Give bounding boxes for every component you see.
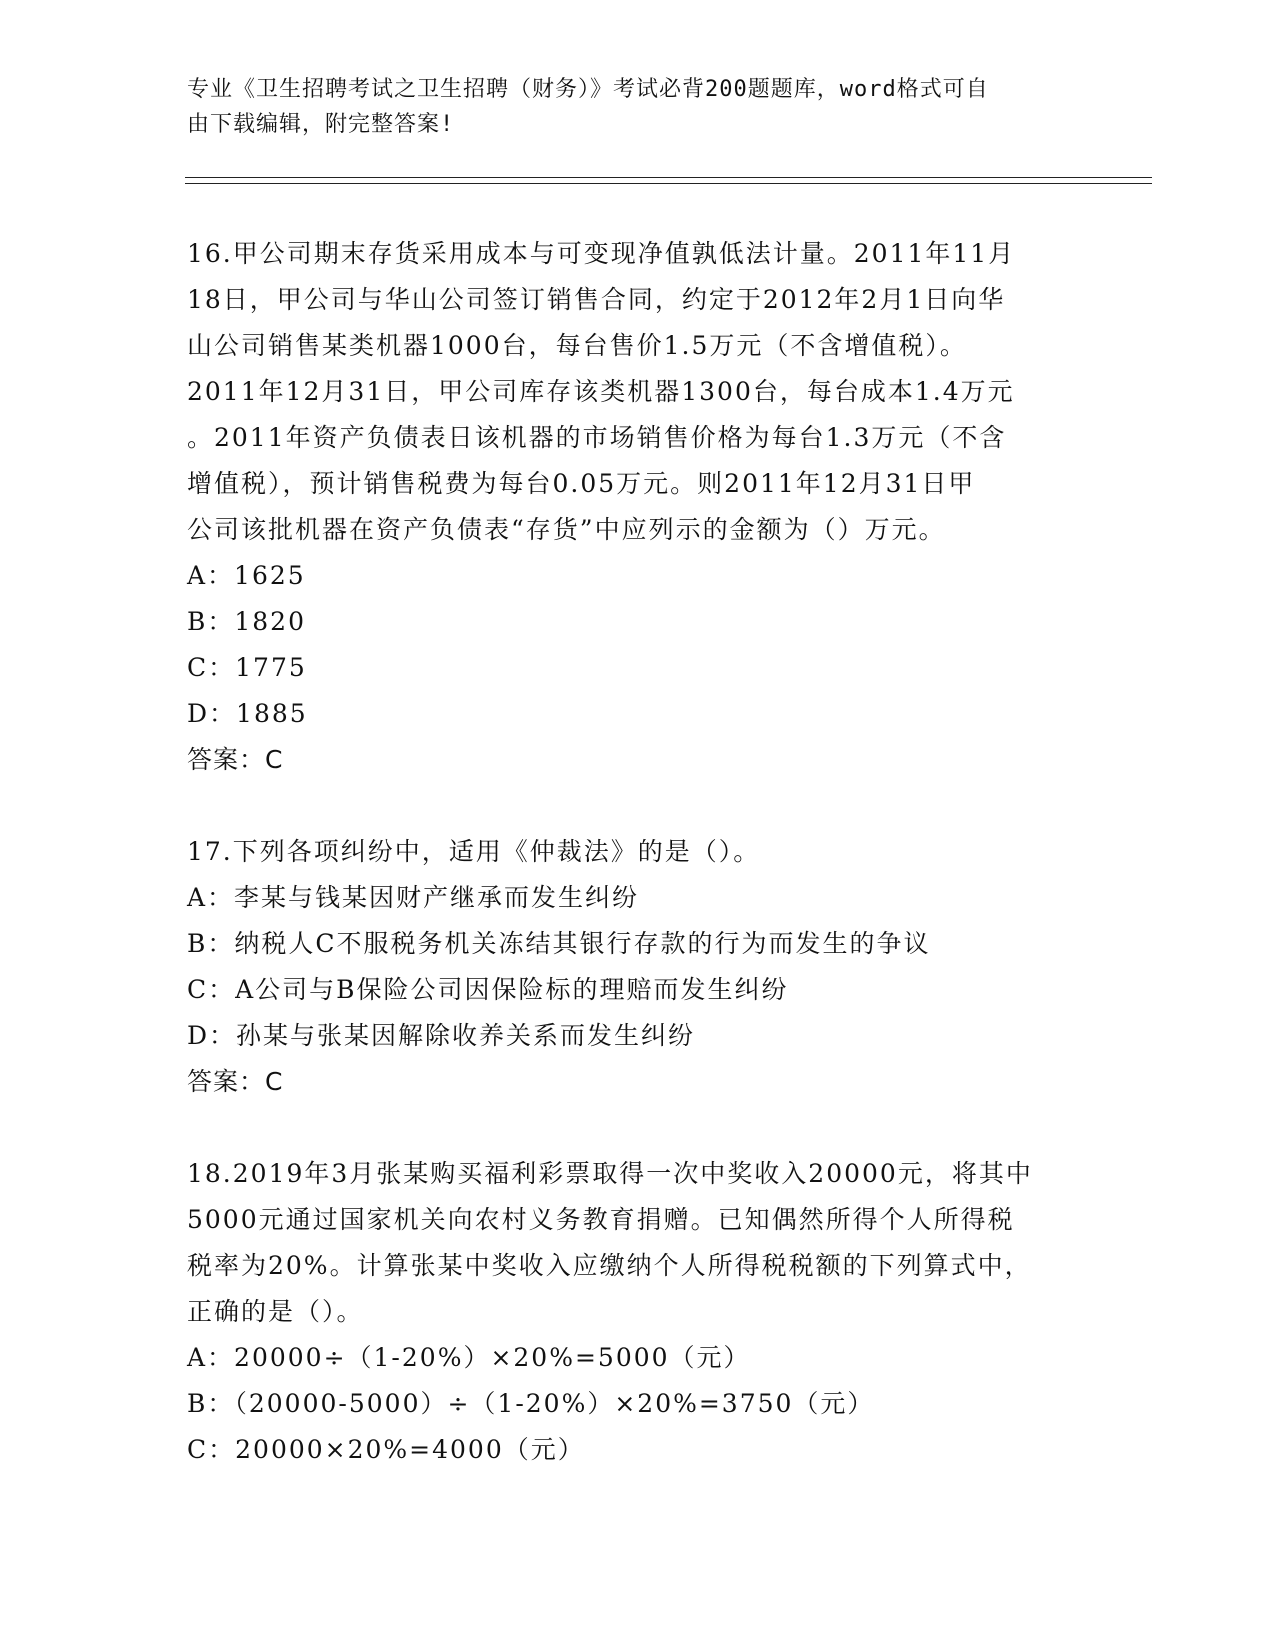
- question-text-line: 2011年12月31日，甲公司库存该类机器1300台，每台成本1.4万元: [187, 377, 1015, 406]
- question-text-line: 16.甲公司期末存货采用成本与可变现净值孰低法计量。2011年11月: [187, 239, 1016, 268]
- answer-line: 答案：C: [187, 1067, 284, 1096]
- question-17: [187, 829, 1087, 1105]
- question-spacer: [187, 1105, 1087, 1151]
- option-a: A：李某与钱某因财产继承而发生纠纷: [187, 883, 640, 912]
- option-d: D：孙某与张某因解除收养关系而发生纠纷: [187, 1021, 696, 1050]
- option-b: B：1820: [187, 607, 306, 636]
- option-c: C：20000×20%=4000（元）: [187, 1435, 585, 1464]
- option-c: C：1775: [187, 653, 307, 682]
- question-text-line: 山公司销售某类机器1000台，每台售价1.5万元（不含增值税）。: [187, 331, 967, 360]
- header-divider-bottom: [185, 183, 1152, 184]
- option-b: B：纳税人C不服税务机关冻结其银行存款的行为而发生的争议: [187, 929, 931, 958]
- option-a: A：20000÷（1-20%）×20%=5000（元）: [187, 1343, 751, 1372]
- question-list: [187, 231, 1087, 1473]
- question-text-line: 增值税），预计销售税费为每台0.05万元。则2011年12月31日甲: [187, 469, 976, 498]
- answer-line: 答案：C: [187, 745, 284, 774]
- question-text-line: 。2011年资产负债表日该机器的市场销售价格为每台1.3万元（不含: [187, 423, 1007, 452]
- option-b: B：（20000-5000）÷（1-20%）×20%=3750（元）: [187, 1389, 875, 1418]
- question-text-line: 公司该批机器在资产负债表“存货”中应列示的金额为（）万元。: [187, 515, 946, 544]
- option-d: D：1885: [187, 699, 308, 728]
- option-a: A：1625: [187, 561, 306, 590]
- question-text-line: 18日，甲公司与华山公司签订销售合同，约定于2012年2月1日向华: [187, 285, 1006, 314]
- question-16: [187, 231, 1087, 783]
- question-spacer: [187, 783, 1087, 829]
- question-18: [187, 1151, 1087, 1473]
- question-text-line: 正确的是（）。: [187, 1297, 364, 1326]
- question-text-line: 5000元通过国家机关向农村义务教育捐赠。已知偶然所得个人所得税: [187, 1205, 1015, 1234]
- header-line-1: 专业《卫生招聘考试之卫生招聘（财务）》考试必背200题题库，word格式可自: [187, 77, 989, 102]
- question-text-line: 18.2019年3月张某购买福利彩票取得一次中奖收入20000元，将其中: [187, 1159, 1033, 1188]
- question-text-line: 17.下列各项纠纷中，适用《仲裁法》的是（）。: [187, 837, 761, 866]
- header-line-2: 由下载编辑，附完整答案!: [187, 112, 455, 137]
- question-text-line: 税率为20%。计算张某中奖收入应缴纳个人所得税税额的下列算式中，: [187, 1251, 1032, 1280]
- document-header: [187, 72, 1087, 142]
- option-c: C：A公司与B保险公司因保险标的理赔而发生纠纷: [187, 975, 789, 1004]
- header-divider-top: [185, 177, 1152, 178]
